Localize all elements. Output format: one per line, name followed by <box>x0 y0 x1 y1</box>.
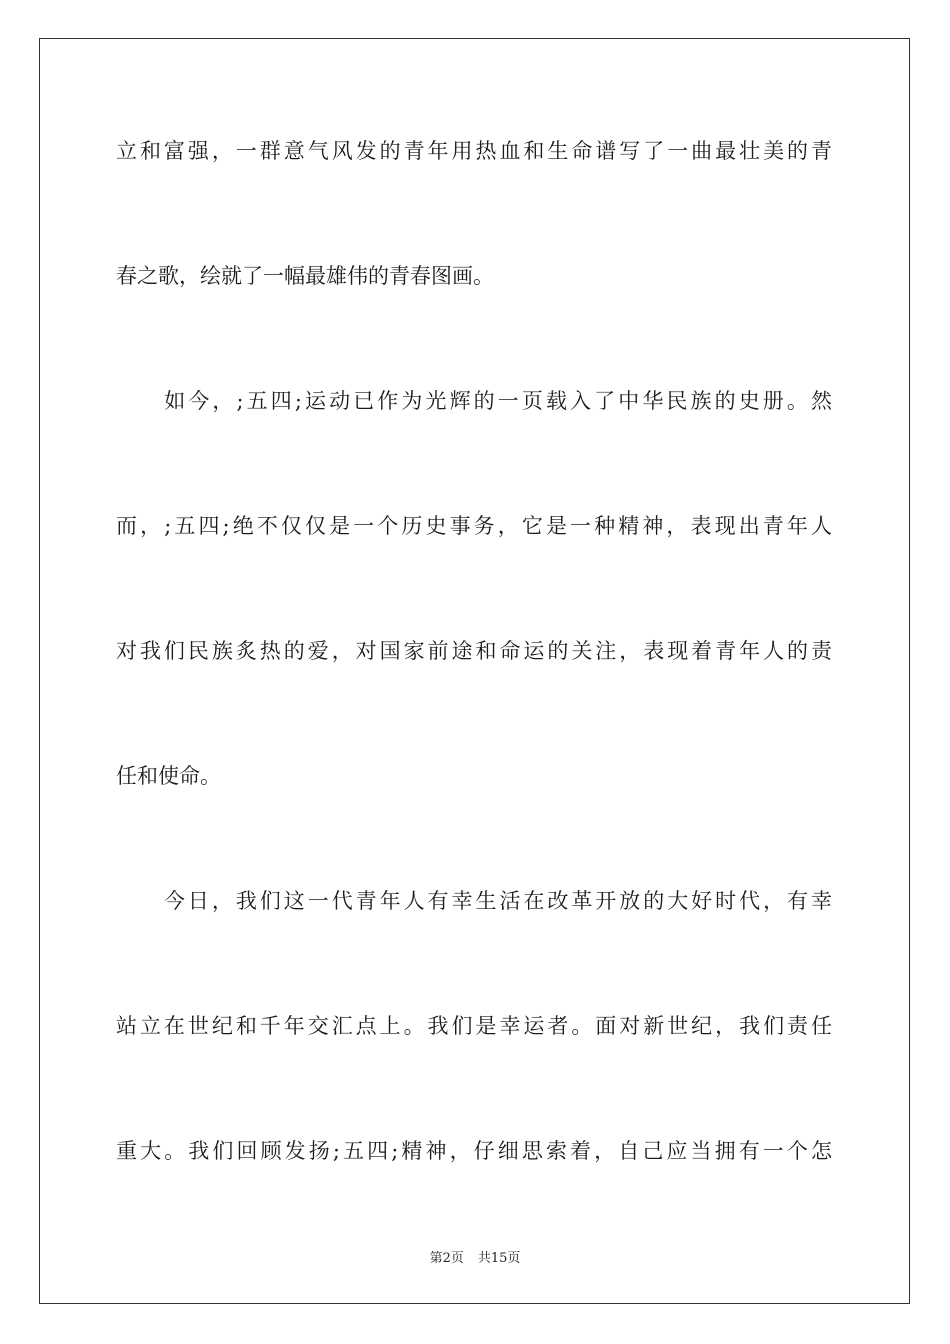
page-total: 共15页 <box>477 1251 521 1266</box>
text-line: 任和使命。 <box>116 764 221 788</box>
text-line: 今日，我们这一代青年人有幸生活在改革开放的大好时代，有幸 <box>116 889 832 913</box>
page-footer <box>0 1247 950 1266</box>
text-line: 如今，;五四;运动已作为光辉的一页载入了中华民族的史册。然 <box>116 389 832 413</box>
text-line: 立和富强，一群意气风发的青年用热血和生命谱写了一曲最壮美的青 <box>116 139 832 163</box>
page-number: 第2页 <box>429 1251 464 1266</box>
text-line: 春之歌，绘就了一幅最雄伟的青春图画。 <box>116 264 494 288</box>
text-line: 站立在世纪和千年交汇点上。我们是幸运者。面对新世纪，我们责任 <box>116 1014 832 1038</box>
text-line: 重大。我们回顾发扬;五四;精神，仔细思索着，自己应当拥有一个怎 <box>116 1139 832 1163</box>
page-border <box>39 38 910 1304</box>
text-line: 对我们民族炙热的爱，对国家前途和命运的关注，表现着青年人的责 <box>116 639 832 663</box>
text-line: 而，;五四;绝不仅仅是一个历史事务，它是一种精神，表现出青年人 <box>116 514 832 538</box>
